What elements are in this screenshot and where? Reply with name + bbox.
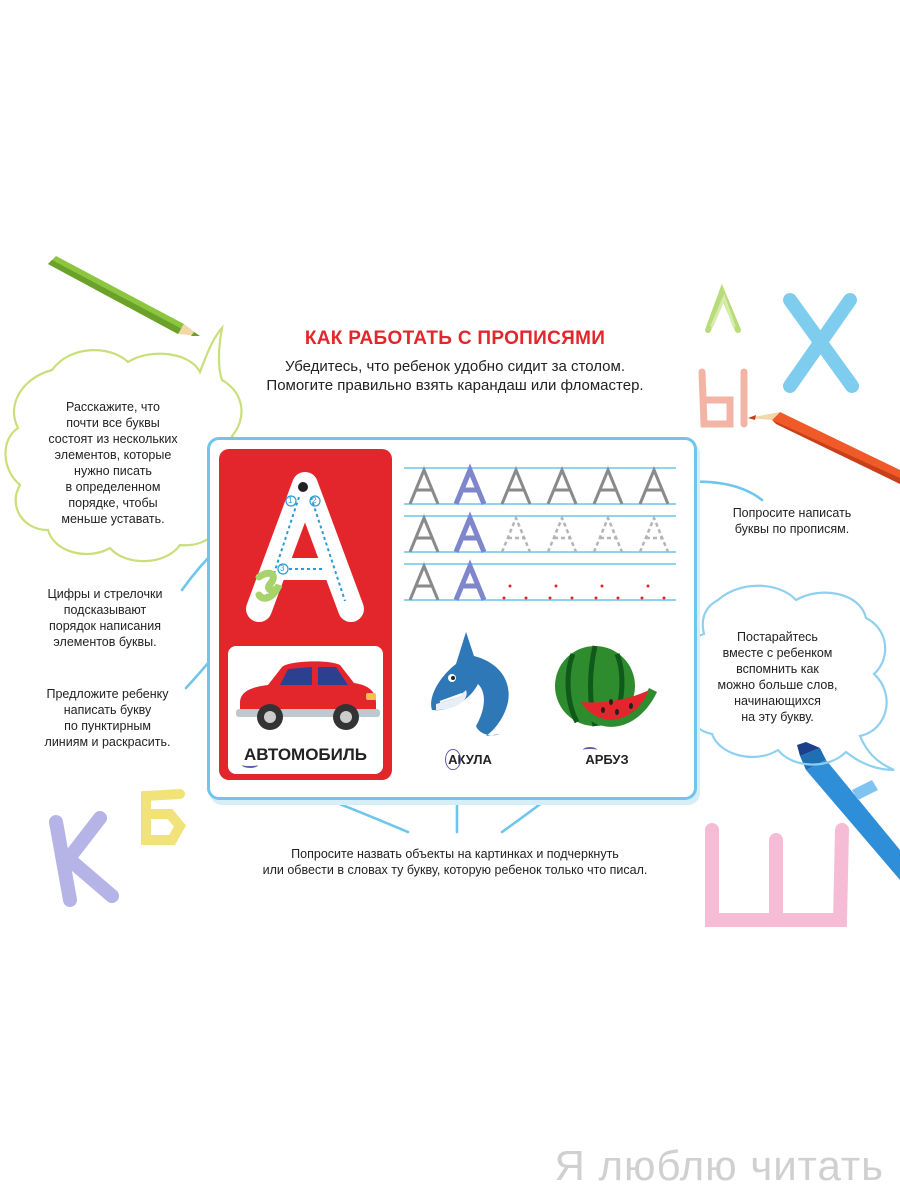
letter-a-row1-6: [640, 470, 668, 504]
note-line: можно больше слов,: [717, 678, 838, 692]
letter-a-row1-4: [548, 470, 576, 504]
note-line: меньше уставать.: [61, 512, 165, 526]
note-line: вместе с ребенком: [722, 646, 833, 660]
note-line: или обвести в словах ту букву, которую ребенок только что писал.: [262, 863, 648, 877]
letter-a-row1-5: [594, 470, 622, 504]
note-line: порядок написания: [49, 619, 161, 633]
watermelon-icon: [553, 644, 659, 736]
note-line: почти все буквы: [66, 416, 160, 430]
note-line: по пунктирным: [64, 719, 151, 733]
note-line: состоят из нескольких: [48, 432, 178, 446]
big-letter-a-icon: [219, 449, 392, 639]
blue-marker-icon: [797, 742, 900, 880]
circle-mark: [445, 749, 460, 770]
word-car: [228, 745, 383, 765]
note-line: нужно писать: [74, 464, 152, 478]
word-shark-rest: КУЛА: [457, 752, 492, 767]
stroke-number-3: 3: [280, 564, 285, 573]
stroke-number-1: 1: [288, 496, 293, 505]
note-line: элементов, которые: [54, 448, 172, 462]
word-watermelon-first-letter: А: [585, 752, 594, 767]
word-car-rest: ВТОМОБИЛЬ: [256, 745, 368, 764]
note-left-cloud: [28, 399, 198, 527]
crayon-letter-l-icon: [708, 292, 738, 330]
crayon-letter-b-icon: [146, 794, 180, 840]
note-line: Постарайтесь: [737, 630, 818, 644]
word-shark: [425, 752, 515, 767]
note-line: Попросите написать: [732, 506, 852, 520]
note-right-cloud: [700, 629, 855, 725]
note-line: Цифры и стрелочки: [47, 587, 163, 601]
note-line: вспомнить как: [736, 662, 819, 676]
subtitle-line-2: Помогите правильно взять карандаш или фломастер.: [266, 377, 644, 394]
green-pencil-icon: [48, 256, 200, 336]
car-icon: [232, 655, 380, 733]
letter-a-row1-2: [456, 470, 484, 504]
note-line: линиям и раскрасить.: [44, 735, 171, 749]
page-title: КАК РАБОТАТЬ С ПРОПИСЯМИ: [304, 328, 606, 349]
note-line: на эту букву.: [741, 710, 814, 724]
note-line: Предложите ребенку: [46, 687, 169, 701]
note-copybook: [712, 505, 872, 537]
copybook-letters: [404, 462, 676, 610]
crayon-letter-k-icon: [56, 818, 112, 900]
word-shark-first-letter: А: [448, 752, 457, 767]
watermark: Я люблю читать: [554, 1142, 884, 1189]
note-line: Попросите назвать объекты на картинках и подчеркнуть: [291, 847, 619, 861]
page-subtitle: [0, 357, 900, 395]
note-line: в определенном: [65, 480, 161, 494]
note-line: написать букву: [63, 703, 152, 717]
shark-icon: [426, 628, 518, 738]
note-trace: [30, 686, 185, 750]
note-line: подсказывают: [63, 603, 147, 617]
note-line: буквы по прописям.: [734, 522, 850, 536]
word-watermelon-rest: РБУЗ: [594, 752, 629, 767]
subtitle-line-1: Убедитесь, что ребенок удобно сидит за столом.: [285, 358, 625, 375]
letter-a-row1-1: [410, 470, 438, 504]
note-line: порядке, чтобы: [68, 496, 158, 510]
note-bottom: [200, 846, 710, 878]
letter-a-row1-3: [502, 470, 530, 504]
note-digits-arrows: [30, 586, 180, 650]
word-watermelon: [562, 752, 652, 767]
word-car-first-letter: А: [244, 745, 256, 764]
note-line: начинающихся: [734, 694, 821, 708]
orange-pencil-icon: [748, 412, 900, 484]
note-line: Расскажите, что: [66, 400, 160, 414]
overline-mark: [583, 747, 596, 753]
crayon-letter-sh-icon: [712, 830, 842, 920]
stroke-number-2: 2: [312, 496, 317, 505]
note-line: элементов буквы.: [53, 635, 157, 649]
